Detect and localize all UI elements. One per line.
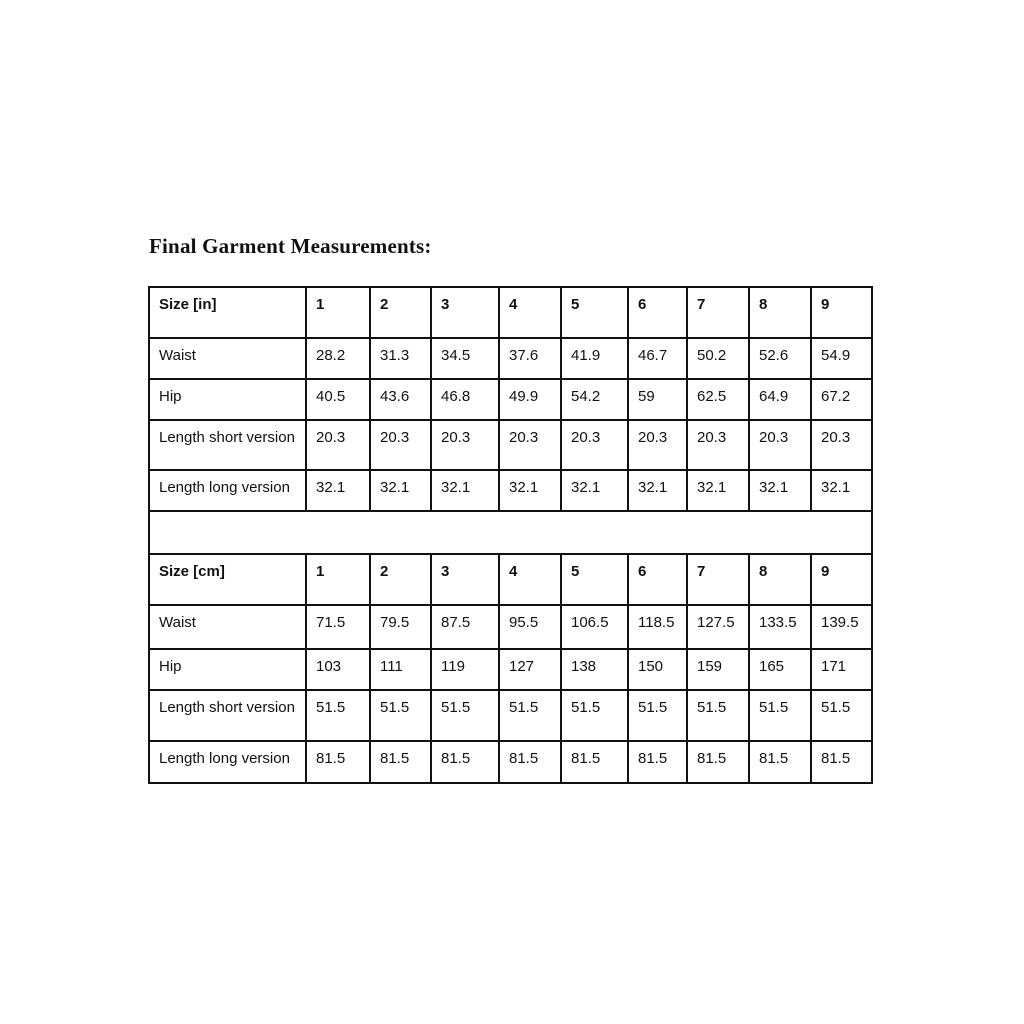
page-title: Final Garment Measurements: [149,234,432,258]
header-cell: Size [cm] [149,554,306,605]
table-cell: 32.1 [499,470,561,511]
table-cell: 51.5 [749,690,811,741]
table-cell: 119 [431,649,499,690]
table-cell: 64.9 [749,379,811,420]
table-cell: 133.5 [749,605,811,649]
table-row [149,649,872,690]
table-cell: 62.5 [687,379,749,420]
table-cell: 20.3 [687,420,749,470]
table-cell: 59 [628,379,687,420]
table-cell: 51.5 [431,690,499,741]
table-row [149,470,872,511]
table-cell: 79.5 [370,605,431,649]
spacer-row [149,511,872,554]
table-cell: 95.5 [499,605,561,649]
table-cell: 20.3 [811,420,872,470]
table-cell: 46.7 [628,338,687,379]
table-cell: 52.6 [749,338,811,379]
table-row [149,338,872,379]
header-cell: 8 [749,287,811,338]
table-cell: 81.5 [749,741,811,783]
table-cell: 50.2 [687,338,749,379]
header-cell: 2 [370,554,431,605]
table-cell: 54.9 [811,338,872,379]
table-cell: 81.5 [628,741,687,783]
measurements-table [148,286,873,784]
table-cell: 127.5 [687,605,749,649]
table-cell: 51.5 [499,690,561,741]
header-cell: Size [in] [149,287,306,338]
header-cell: 4 [499,554,561,605]
table-row [149,420,872,470]
table-cell: 139.5 [811,605,872,649]
table-cell: 103 [306,649,370,690]
header-cell: 8 [749,554,811,605]
table-cell: 20.3 [306,420,370,470]
table-cell: 34.5 [431,338,499,379]
table-row [149,379,872,420]
table-cell: 43.6 [370,379,431,420]
table-cell: 81.5 [811,741,872,783]
table-cell: 81.5 [431,741,499,783]
table-cell: 118.5 [628,605,687,649]
table-row [149,690,872,741]
spacer-cell [149,511,872,554]
row-label: Length short version [149,420,306,470]
table-cell: 20.3 [431,420,499,470]
row-label: Length long version [149,470,306,511]
table-cell: 51.5 [628,690,687,741]
table-cell: 20.3 [370,420,431,470]
table-cell: 20.3 [628,420,687,470]
header-cell: 6 [628,554,687,605]
table-cell: 32.1 [811,470,872,511]
table-cell: 51.5 [306,690,370,741]
table-cell: 51.5 [811,690,872,741]
table-cell: 20.3 [561,420,628,470]
header-cell: 4 [499,287,561,338]
table-row [149,741,872,783]
table-cell: 20.3 [499,420,561,470]
row-label: Length long version [149,741,306,783]
row-label: Waist [149,338,306,379]
header-cell: 7 [687,554,749,605]
header-cell: 7 [687,287,749,338]
header-cell: 6 [628,287,687,338]
header-cell: 5 [561,554,628,605]
table-cell: 159 [687,649,749,690]
row-label: Length short version [149,690,306,741]
table-cell: 150 [628,649,687,690]
table-cell: 87.5 [431,605,499,649]
table-cell: 32.1 [749,470,811,511]
table-cell: 28.2 [306,338,370,379]
table-cell: 51.5 [561,690,628,741]
table-cell: 32.1 [306,470,370,511]
table-cell: 81.5 [561,741,628,783]
table-cell: 32.1 [370,470,431,511]
table-cell: 165 [749,649,811,690]
table-cell: 32.1 [561,470,628,511]
header-cell: 5 [561,287,628,338]
table-cell: 67.2 [811,379,872,420]
table-cell: 171 [811,649,872,690]
header-cell: 3 [431,554,499,605]
row-label: Hip [149,379,306,420]
table-cell: 71.5 [306,605,370,649]
header-cell: 2 [370,287,431,338]
table-cell: 46.8 [431,379,499,420]
table-cell: 32.1 [628,470,687,511]
table-row [149,605,872,649]
table-cell: 106.5 [561,605,628,649]
table-cell: 81.5 [306,741,370,783]
header-cell: 9 [811,554,872,605]
header-cell: 3 [431,287,499,338]
table-cell: 81.5 [370,741,431,783]
table-cell: 127 [499,649,561,690]
table-cell: 41.9 [561,338,628,379]
table-cell: 111 [370,649,431,690]
table-header-row-inches [149,287,872,338]
table-cell: 37.6 [499,338,561,379]
table-cell: 31.3 [370,338,431,379]
table-header-row-cm [149,554,872,605]
table-cell: 138 [561,649,628,690]
table-cell: 32.1 [687,470,749,511]
table-cell: 54.2 [561,379,628,420]
header-cell: 9 [811,287,872,338]
row-label: Hip [149,649,306,690]
header-cell: 1 [306,287,370,338]
table-cell: 32.1 [431,470,499,511]
table-cell: 51.5 [370,690,431,741]
table-cell: 81.5 [687,741,749,783]
table-cell: 49.9 [499,379,561,420]
table-cell: 40.5 [306,379,370,420]
header-cell: 1 [306,554,370,605]
table-cell: 20.3 [749,420,811,470]
row-label: Waist [149,605,306,649]
table-cell: 51.5 [687,690,749,741]
table-cell: 81.5 [499,741,561,783]
